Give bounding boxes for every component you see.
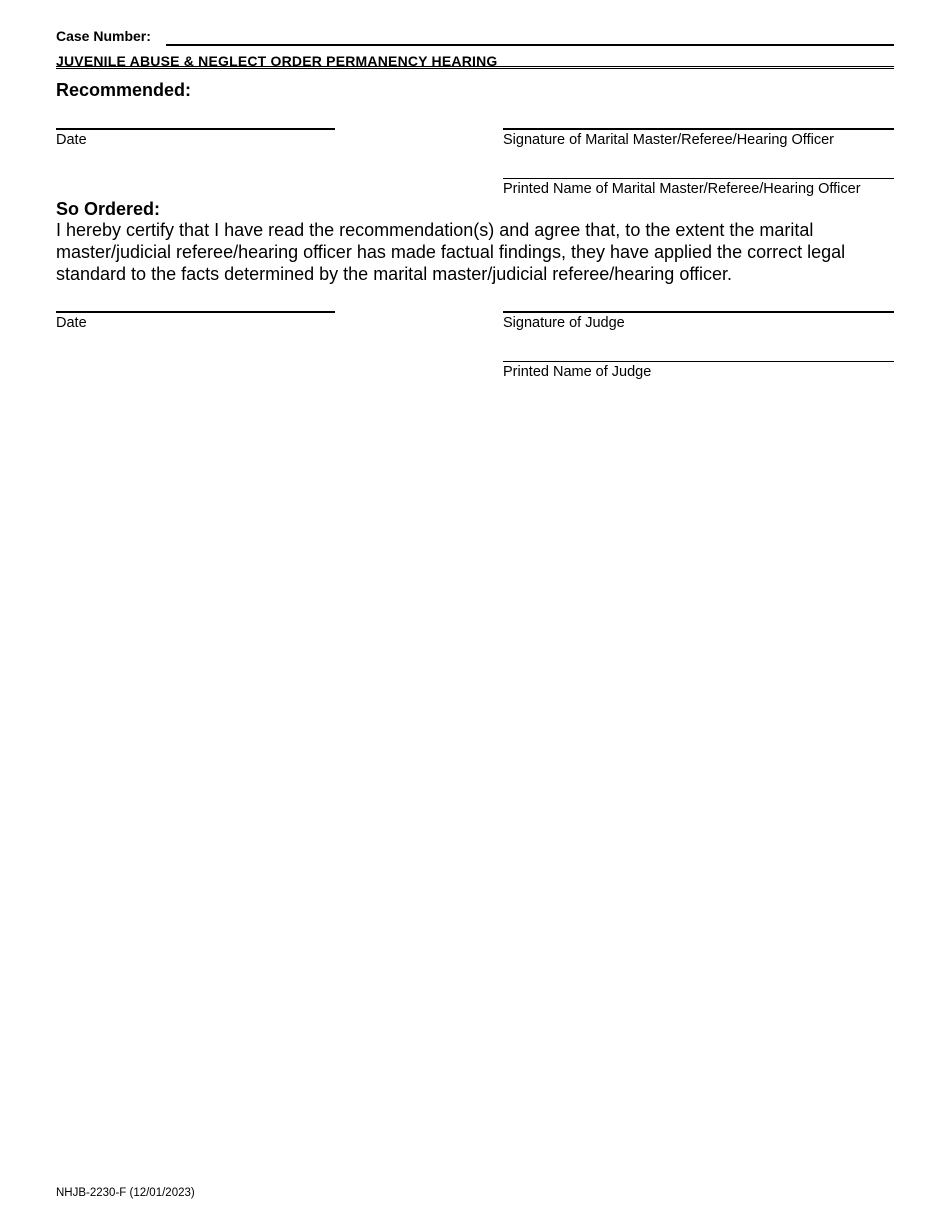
judge-printed-name-line[interactable] [503, 361, 894, 362]
form-code: NHJB-2230-F (12/01/2023) [56, 1187, 195, 1199]
master-printed-name-label: Printed Name of Marital Master/Referee/Hearing Officer [503, 181, 861, 197]
master-printed-name-line[interactable] [503, 178, 894, 179]
recommended-date-label: Date [56, 132, 87, 148]
master-signature-label: Signature of Marital Master/Referee/Hearing Officer [503, 132, 834, 148]
master-signature-line[interactable] [503, 128, 894, 130]
certification-text: I hereby certify that I have read the recommendation(s) and agree that, to the extent the marital master/judicial referee/hearing officer has made factual findings, they have applied the correct legal standard to the facts determined by the marital master/judicial referee/hearing officer. [56, 220, 846, 284]
title-rule-double [56, 68, 894, 69]
form-title: JUVENILE ABUSE & NEGLECT ORDER PERMANENCY HEARING [56, 53, 498, 69]
recommended-date-line[interactable] [56, 128, 335, 130]
title-rule [56, 66, 894, 67]
judge-signature-line[interactable] [503, 311, 894, 313]
judge-date-label: Date [56, 315, 87, 331]
recommended-heading: Recommended: [56, 80, 192, 100]
judge-date-line[interactable] [56, 311, 335, 313]
judge-printed-name-label: Printed Name of Judge [503, 364, 652, 380]
case-number-field[interactable] [166, 44, 894, 46]
judge-signature-label: Signature of Judge [503, 315, 625, 331]
case-number-label: Case Number: [56, 28, 151, 44]
so-ordered-heading: So Ordered: [56, 199, 161, 219]
